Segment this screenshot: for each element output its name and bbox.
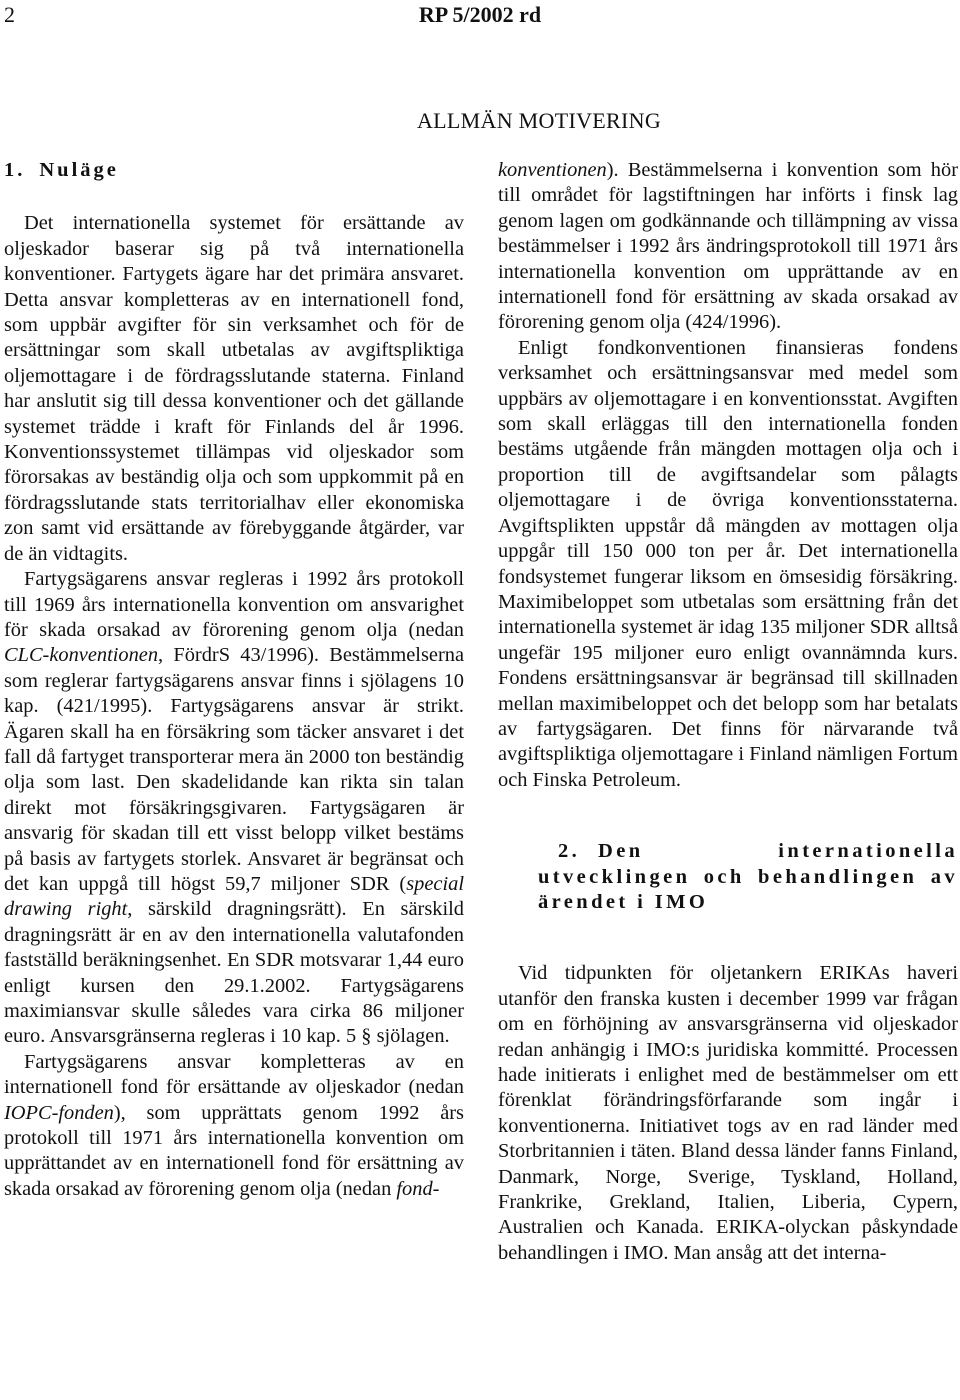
page-header — [0, 0, 960, 30]
section-title — [0, 108, 960, 134]
paragraph — [4, 567, 464, 1050]
text-run: , FördrS 43/1996). Bestämmelserna som reglerar fartygsägarens ansvar finns i sjölagens 10 kap. (421/1995). Fartygsägarens ansvar är strikt. Ägaren skall ha en försäkring som täcker ansvaret i det fall då fartyget transporterar mera än 2000 ton beständig olja som last. Den skadelidande kan rikta sin talan direkt mot försäkringsgivaren. Fartygsägaren är ansvarig för skadan till ett visst belopp vilket bestäms på basis av fartygets storlek. Ansvaret är begränsat och det kan uppgå till högst 59,7 miljoner SDR ( — [4, 644, 464, 895]
paragraph: Vid tidpunkten för oljetankern ERIKAs haveri utanför den franska kusten i december 1999 var frågan om en förhöjning av ansvarsgränserna vid oljeskador redan anhängig i IMO:s juridiska kommitté. Processen hade initierats i enlighet med de bestämmelser om ett förenklat förändringsförfarande som ingår i konventionerna. Initiativet togs av en rad länder med Storbritannien i täten. Bland dessa länder fanns Finland, Danmark, Norge, Sverige, Tyskland, Holland, Frankrike, Grekland, Italien, Liberia, Cypern, Australien och Kanada. ERIKA-olyckan påskyndade behandlingen i IMO. Man ansåg att det interna- — [498, 962, 958, 1264]
text-run: ), som upprättats genom 1992 års protokoll till 1971 års internationella konvention om upprättandet av en internationell fond för ersättning av skada orsakad av förorening genom olja (nedan — [4, 1101, 464, 1200]
paragraph — [4, 1050, 464, 1202]
heading-2 — [498, 839, 958, 915]
text-run-italic: konventionen — [498, 159, 607, 181]
paragraph: Det internationella systemet för ersättande av oljeskador baserar sig på två internationella konventioner. Fartygets ägare har det primära ansvaret. Detta ansvar kompletteras av en internationell fond, som uppbär avgifter för sin verksamhet och för de ersättningar som skall utbetalas av avgiftspliktiga oljemottagare i de fördragsslutande staterna. Finland har anslutit sig till dessa konventioner och det gällande systemet trädde i kraft för Finlands del år 1996. Konventionssystemet tillämpas vid oljeskador som förorsakas av beständig olja och som uppkommit på en fördragsslutande stats territorialhav eller ekonomiska zon samt vid ersättande av förebyggande åtgärder, var de än vidtagits. — [4, 212, 464, 565]
heading-1 — [4, 158, 464, 183]
document-reference: RP 5/2002 rd — [418, 2, 542, 27]
heading-1-text: Nuläge — [39, 159, 119, 181]
text-run-italic: special drawing right — [4, 872, 464, 921]
text-run: Fartygsägarens ansvar regleras i 1992 års protokoll till 1969 års internationella konvention om ansvarighet för skada orsakad av förorening genom olja (nedan — [4, 568, 464, 641]
text-run: ). Bestämmelserna i konvention som hör till området för lagstiftningen har införts i finsk lag genom lagen om godkännande och tillämpning av vissa bestämmelser i 1992 års ändringsprotokoll till 1971 års internationella konvention om upprättande av en internationell fond för ersättning av skada orsakad av förorening genom olja (424/1996). — [498, 159, 958, 334]
text-run-italic: fond- — [396, 1177, 440, 1200]
text-run: , särskild dragningsrätt). En särskild dragningsrätt är en av den internationella valutafonden fastställd beräkningsenhet. En SDR motsvarar 1,44 euro enligt kursen den 29.1.2002. Fartygsägarens maximiansvar skulle således vara cirka 86 miljoner euro. Ansvarsgränserna regleras i 10 kap. 5 § sjölagen. — [4, 898, 464, 1048]
section-title-text: ALLMÄN MOTIVERING — [416, 108, 662, 133]
paragraph — [498, 158, 958, 336]
spacer — [498, 793, 958, 839]
text-run-italic: CLC-konventionen — [4, 644, 159, 667]
left-column — [4, 158, 464, 1202]
heading-1-number: 1. — [4, 159, 26, 181]
spacer — [498, 915, 958, 961]
paragraph: Enligt fondkonventionen finansieras fondens verksamhet och ersättningsansvar med medel som uppbärs av oljemottagare i en konventionsstat. Avgiften som skall erläggas till den internationella fonden bestäms utgående från mängden mottagen olja och i proportion till de avgiftsandelar som pålagts oljemottagare i de övriga konventionsstaterna. Avgiftsplikten uppstår då mängden av mottagen olja uppgår till 150 000 ton per år. Det internationella fondsystemet fungerar liksom en ömsesidig försäkring. Maximibeloppet som utbetalas som ersättning från det internationella systemet är idag 135 miljoner SDR alltså ungefär 195 miljoner euro enligt ovannämnda kurs. Fondens ersättningsansvar är begränsad till skillnaden mellan maximibeloppet och det belopp som har betalats av fartygsägaren. Det finns för närvarande två avgiftspliktiga oljemottagare i Finland nämligen Fortum och Finska Petroleum. — [498, 336, 958, 791]
heading-2-text: Den internationella utvecklingen och behandlingen av ärendet i IMO — [538, 840, 958, 913]
heading-2-number: 2. — [558, 840, 581, 863]
spacer — [4, 183, 464, 211]
text-run-italic: IOPC-fonden — [4, 1101, 114, 1124]
text-run: Fartygsägarens ansvar kompletteras av en internationell fond för ersättande av oljeskador (nedan — [4, 1050, 464, 1099]
page-number: 2 — [4, 2, 15, 27]
right-column — [498, 158, 958, 1266]
